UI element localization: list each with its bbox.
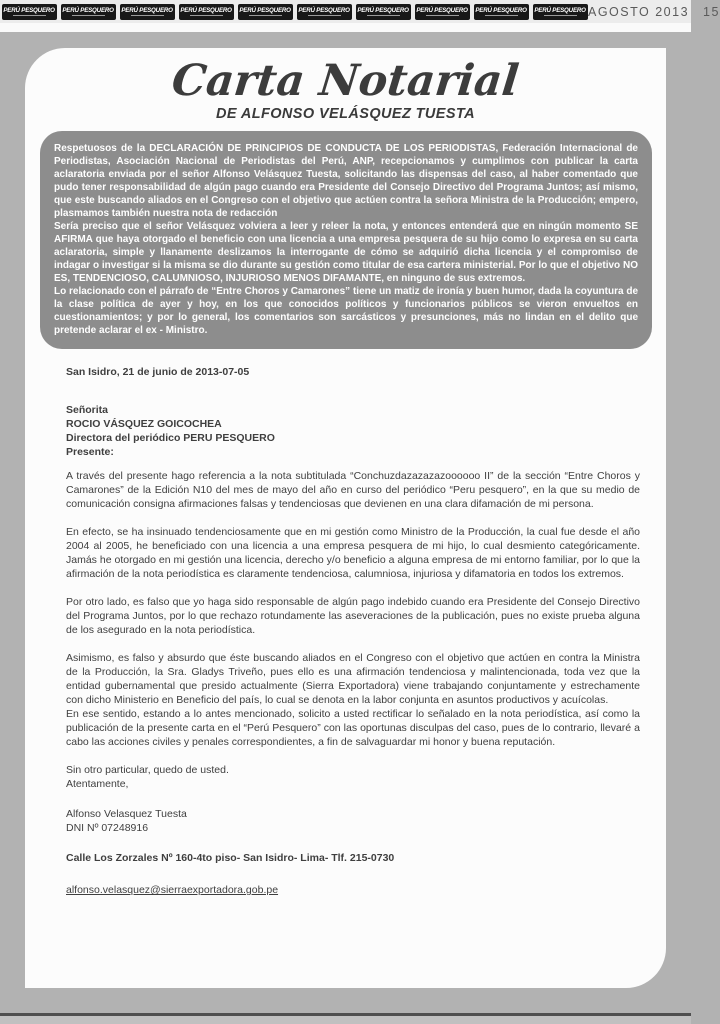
logo-tagline-line	[308, 15, 341, 16]
letter-sheet	[25, 48, 666, 988]
closing-line: Sin otro particular, quedo de usted.	[66, 764, 229, 777]
signature-name: Alfonso Velasquez Tuesta	[66, 808, 187, 821]
peru-pesquero-logo	[356, 4, 411, 20]
peru-pesquero-logo	[238, 4, 293, 20]
logo-tagline-line	[426, 15, 459, 16]
page-title: Carta Notarial	[169, 56, 522, 106]
logo-text: PERÚ PESQUERO	[298, 7, 351, 14]
letter-paragraph: A través del presente hago referencia a la nota subtitulada “Conchuzdazazazazoooooo II” de la sección “Entre Choros y Camarones” de la Edición N10 del mes de mayo del año en curso del periódico “Peru pesquero”, en la que su medio de comunicación consigna afirmaciones falsas y tendenciosas que devienen en una clara difamación de mi persona.	[66, 470, 640, 511]
logo-text: PERÚ PESQUERO	[534, 7, 587, 14]
recipient-salutation: Señorita	[66, 404, 109, 417]
letter-closing-block	[66, 763, 640, 791]
letter-body	[66, 365, 640, 897]
logo-text: PERÚ PESQUERO	[3, 7, 56, 14]
page-background	[0, 32, 691, 1024]
peru-pesquero-logo	[297, 4, 352, 20]
logo-tagline-line	[367, 15, 400, 16]
editorial-note-paragraph: Respetuosos de la DECLARACIÓN DE PRINCIPIOS DE CONDUCTA DE LOS PERIODISTAS, Federación Internacional de Periodistas, Asociación Nacional de Periodistas del Perú, ANP, recepcionamos y cumplimos con publicar la carta aclaratoria enviada por el señor Alfonso Velásquez Tuesta, solicitando las dispensas del caso, al haber comentado que pudo tener responsabilidad de algún pago cuando era Presidente del Consejo Directivo del Programa Juntos; así mismo, que este buscando aliados en el Congreso con el objetivo que actúen contra la señora Ministra de la Producción; empero, plasmamos también nuestra nota de redacción	[54, 143, 638, 220]
letter-paragraph: En efecto, se ha insinuado tendenciosamente que en mi gestión como Ministro de la Producción, la cual fue desde el año 2004 al 2005, he beneficiado con una licencia a una empresa pesquera de mi hijo, lo cual desmiento categóricamente. Jamás he otorgado en mi gestión una licencia, derecho y/o beneficio a alguna empresa de mi entorno familiar, por lo que la afirmación de la nota periodística es claramente tendenciosa, calumniosa, injuriosa y difamatoria en todos los extremos.	[66, 526, 640, 581]
peru-pesquero-logo	[474, 4, 529, 20]
sender-email-line	[66, 883, 640, 897]
logo-text: PERÚ PESQUERO	[475, 7, 528, 14]
email-link[interactable]: alfonso.velasquez@sierraexportadora.gob.pe	[66, 884, 279, 897]
masthead	[25, 48, 666, 122]
logo-tagline-line	[13, 15, 46, 16]
page-bottom-margin	[0, 1016, 691, 1024]
logo-tagline-line	[190, 15, 223, 16]
logo-text: PERÚ PESQUERO	[239, 7, 292, 14]
letter-paragraph: En ese sentido, estando a lo antes mencionado, solicito a usted rectificar lo señalado en la nota periodística, así como la publicación de la presente carta en el “Perú Pesquero” con las oportunas disculpas del caso, pues de lo contrario, llevaré a cabo las acciones civiles y penales correspondientes, a fin de salvaguardar mi honor y buena reputación.	[66, 708, 640, 749]
logo-text: PERÚ PESQUERO	[62, 7, 115, 14]
logo-text: PERÚ PESQUERO	[180, 7, 233, 14]
issue-date: AGOSTO 2013	[588, 4, 690, 19]
recipient-title: Directora del periódico PERU PESQUERO	[66, 432, 275, 445]
logo-tagline-line	[544, 15, 577, 16]
editorial-note-paragraph: Lo relacionado con el párrafo de “Entre Choros y Camarones” tiene un matiz de ironía y buen humor, dada la coyuntura de la clase política de ayer y hoy, en los que conocidos políticos y funcionarios públicos se vieron envueltos en cuestionamientos; y por lo general, los comentarios son sarcásticos y presunciones, más no lindan en el delito que pretende aclarar el ex - Ministro.	[54, 286, 639, 337]
logo-text: PERÚ PESQUERO	[416, 7, 469, 14]
page-number: 15	[703, 4, 720, 19]
peru-pesquero-logo	[533, 4, 588, 20]
logo-strip	[2, 4, 588, 20]
editorial-note-box	[40, 131, 652, 349]
letter-paragraph: Por otro lado, es falso que yo haga sido responsable de algún pago indebido cuando era Presidente del Consejo Directivo del Programa Juntos, por lo que rechazo rotundamente las aseveraciones de la publicación, pues no existe prueba alguna de los asegurado en la nota periodística.	[66, 596, 640, 637]
peru-pesquero-logo	[2, 4, 57, 20]
letter-recipient-block	[66, 403, 640, 459]
closing-line: Atentamente,	[66, 778, 129, 791]
recipient-name: ROCIO VÁSQUEZ GOICOCHEA	[66, 418, 222, 431]
letter-dateline: San Isidro, 21 de junio de 2013-07-05	[66, 366, 250, 379]
logo-tagline-line	[131, 15, 164, 16]
logo-text: PERÚ PESQUERO	[121, 7, 174, 14]
signature-block	[66, 807, 640, 835]
editorial-note-paragraph: Sería preciso que el señor Velásquez volviera a leer y releer la nota, y entonces entenderá que en ningún momento SE AFIRMA que haya otorgado el beneficio con una licencia a una empresa pesquera de su hijo como lo expresa en su carta aclaratoria, simple y llanamente deslizamos la interrogante de cómo se adquirió dicha licencia y el compromiso de indagar o investigar si la misma se dio durante su gestión como titular de esa cartera ministerial. Por lo que el objetivo NO ES, TENDENCIOSO, CALUMNIOSO, INJURIOSO MENOS DIFAMANTE, en ninguno de sus extremos.	[54, 221, 638, 285]
recipient-presente: Presente:	[66, 446, 114, 459]
header-divider-band	[0, 23, 691, 32]
peru-pesquero-logo	[179, 4, 234, 20]
logo-tagline-line	[485, 15, 518, 16]
logo-tagline-line	[249, 15, 282, 16]
signature-dni: DNI Nº 07248916	[66, 822, 149, 835]
peru-pesquero-logo	[415, 4, 470, 20]
logo-text: PERÚ PESQUERO	[357, 7, 410, 14]
peru-pesquero-logo	[120, 4, 175, 20]
logo-tagline-line	[72, 15, 105, 16]
page-subtitle: DE ALFONSO VELÁSQUEZ TUESTA	[216, 106, 475, 123]
peru-pesquero-logo	[61, 4, 116, 20]
sender-address: Calle Los Zorzales Nº 160-4to piso- San Isidro- Lima- Tlf. 215-0730	[66, 852, 395, 865]
page-header-bar	[0, 0, 720, 23]
issue-and-page	[588, 5, 720, 19]
letter-paragraph: Asimismo, es falso y absurdo que éste buscando aliados en el Congreso con el objetivo que actúen en contra la Ministra de la Producción, la Sra. Gladys Triveño, pues ello es una afirmación tendenciosa y malintencionada, toda vez que la entidad gubernamental que presido actualmente (Sierra Exportadora) viene trabajando conjuntamente y estrechamente con dicho Ministerio en Beneficio del país, lo cual se denota en la labor conjunta en asuntos productivos y acuícolas.	[66, 652, 640, 707]
